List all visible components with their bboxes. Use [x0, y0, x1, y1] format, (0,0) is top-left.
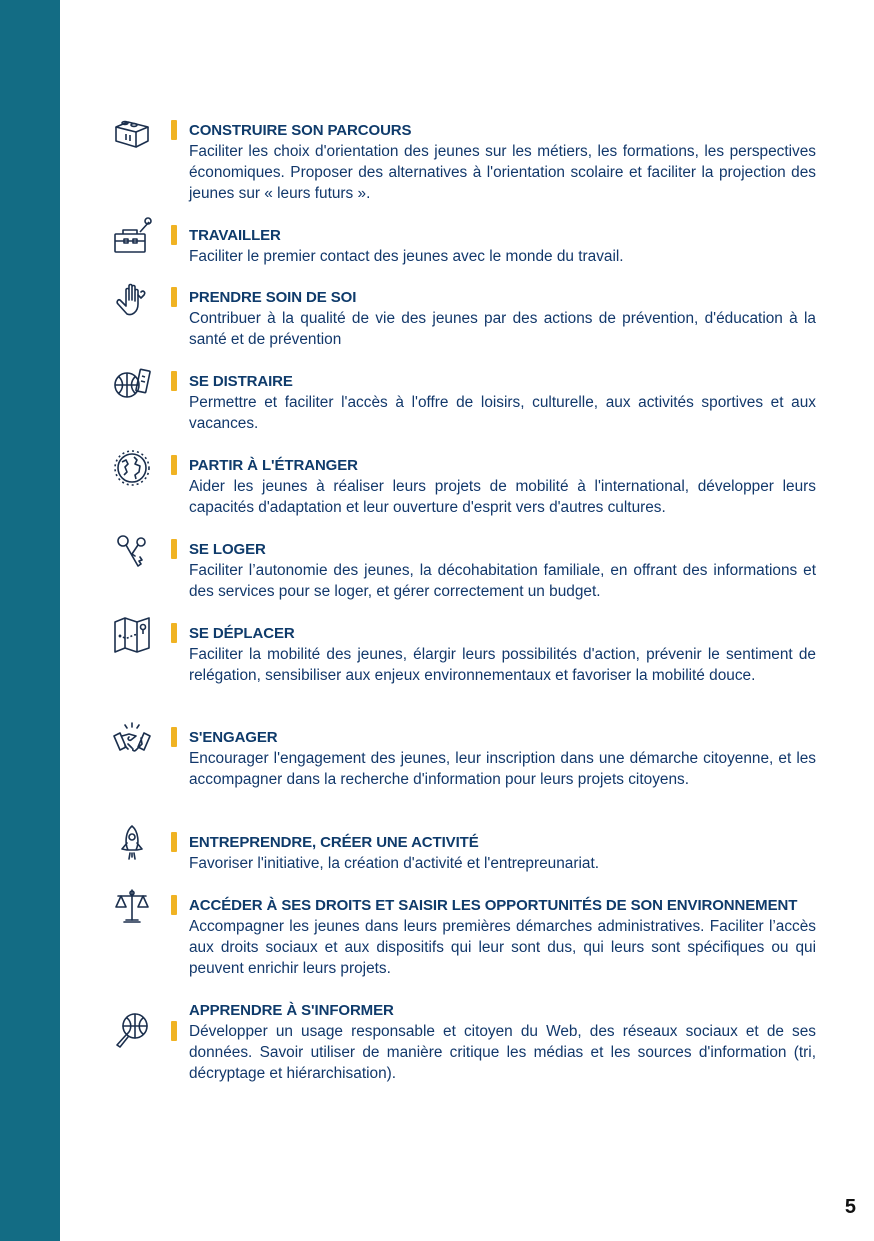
item-title: APPRENDRE À S'INFORMER: [189, 1002, 394, 1019]
keys-icon: [112, 532, 152, 572]
item-title: TRAVAILLER: [189, 227, 281, 244]
item-description: Faciliter la mobilité des jeunes, élargir leurs possibilités d'action, prévenir le sentiment de relégation, sensibiliser aux enjeux environnementaux et favoriser la mobilité douce.: [189, 646, 816, 684]
item-description: Faciliter les choix d'orientation des jeunes sur les métiers, les formations, les perspectives économiques. Proposer des alternatives à l'orientation scolaire et faciliter la projection des jeunes sur « leurs futurs ».: [189, 143, 816, 202]
scales-icon: [112, 887, 152, 927]
item-description: Accompagner les jeunes dans leurs premières démarches administratives. Faciliter l’accès aux droits sociaux et aux dispositifs qui leur sont dus, qui leurs sont spécifiques ou qui peuvent enrichir leurs projets.: [189, 918, 816, 977]
item-description: Favoriser l'initiative, la création d'activité et l'entrepreunariat.: [189, 855, 600, 872]
accent-bar: [171, 371, 177, 391]
accent-bar: [171, 1021, 177, 1041]
magnifier-globe-icon: [112, 1010, 152, 1050]
item-title: S'ENGAGER: [189, 729, 278, 746]
item-title: PARTIR À L'ÉTRANGER: [189, 457, 358, 474]
accent-bar: [171, 895, 177, 915]
accent-bar: [171, 727, 177, 747]
item-title: SE DÉPLACER: [189, 625, 295, 642]
item-title: SE LOGER: [189, 541, 266, 558]
item-title: ACCÉDER À SES DROITS ET SAISIR LES OPPORTUNITÉS DE SON ENVIRONNEMENT: [189, 897, 798, 914]
rocket-icon: [112, 823, 152, 863]
accent-bar: [171, 455, 177, 475]
item-title: PRENDRE SOIN DE SOI: [189, 289, 357, 306]
handshake-icon: [112, 720, 152, 760]
item-description: Permettre et faciliter l'accès à l'offre de loisirs, culturelle, aux activités sportives et aux vacances.: [189, 394, 816, 432]
hand-icon: [112, 280, 152, 320]
item-description: Contribuer à la qualité de vie des jeunes par des actions de prévention, d'éducation à la santé et de prévention: [189, 310, 816, 348]
item-description: Développer un usage responsable et citoyen du Web, des réseaux sociaux et de ses données. Savoir utiliser de manière critique les médias et les sources d'information (tri, décryptage et hiérarchisation).: [189, 1023, 816, 1082]
item-title: CONSTRUIRE SON PARCOURS: [189, 122, 412, 139]
accent-bar: [171, 539, 177, 559]
accent-bar: [171, 832, 177, 852]
accent-bar: [171, 120, 177, 140]
item-description: Encourager l'engagement des jeunes, leur inscription dans une démarche citoyenne, et les accompagner dans la recherche d'information pour leurs projets citoyens.: [189, 750, 816, 788]
accent-bar: [171, 287, 177, 307]
building-blocks-icon: [112, 113, 152, 153]
item-title: ENTREPRENDRE, CRÉER UNE ACTIVITÉ: [189, 834, 479, 851]
accent-bar: [171, 225, 177, 245]
toolbox-icon: [112, 216, 152, 256]
ball-ticket-icon: [112, 364, 152, 404]
item-description: Aider les jeunes à réaliser leurs projets de mobilité à l'international, développer leurs capacités d'adaptation et leur ouverture d'esprit vers d'autres cultures.: [189, 478, 816, 516]
page-number: 5: [844, 1196, 856, 1218]
item-description: Faciliter l’autonomie des jeunes, la décohabitation familiale, en offrant des informations et des services pour se loger, et gérer correctement un budget.: [189, 562, 816, 600]
side-color-band: [0, 0, 60, 1241]
accent-bar: [171, 623, 177, 643]
map-icon: [112, 615, 152, 655]
globe-icon: [112, 448, 152, 488]
item-description: Faciliter le premier contact des jeunes avec le monde du travail.: [189, 248, 624, 265]
item-title: SE DISTRAIRE: [189, 373, 293, 390]
